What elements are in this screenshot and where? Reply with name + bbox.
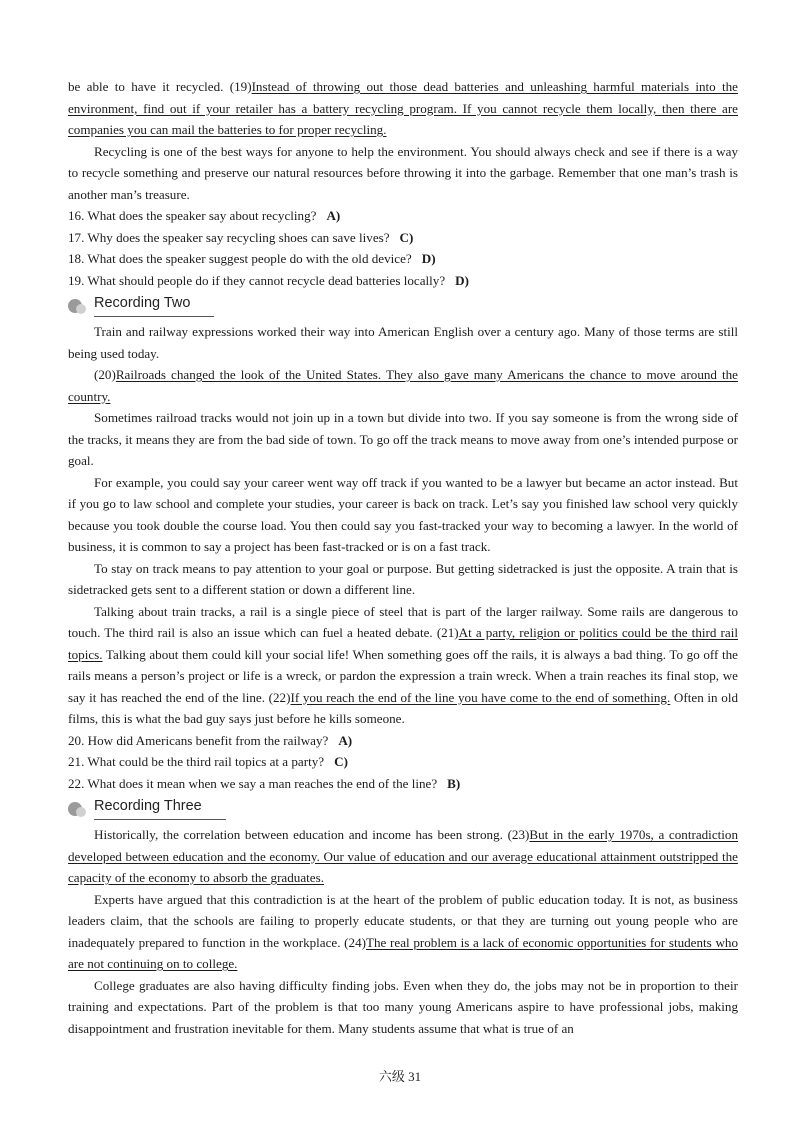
question-item: 16. What does the speaker say about recycling? A) (68, 208, 341, 223)
question-item: 21. What could be the third rail topics at a party? C) (68, 754, 348, 769)
paragraph: Train and railway expressions worked their way into American English over a century ago. Many of those terms are still being used today. (68, 324, 738, 361)
question-item: 17. Why does the speaker say recycling shoes can save lives? C) (68, 229, 414, 245)
underlined-answer-19: Instead of throwing out those dead batteries and unleashing harmful materials into the environment, find out if your retailer has a battery recycling program. If you cannot recycle them locally, then there are companies you can mail the batteries to for proper recycling. (68, 79, 738, 137)
answer: C) (399, 229, 414, 245)
question-list-2 (68, 730, 738, 795)
underlined-answer-22: If you reach the end of the line you have come to the end of something. (290, 689, 671, 705)
document-body (68, 76, 738, 1039)
answer: A) (338, 732, 353, 748)
paragraph: To stay on track means to pay attention to your goal or purpose. But getting sidetracked is just the opposite. A train that is sidetracked gets sent to a different station or down a different line. (68, 560, 738, 597)
section-title: Recording Two (94, 293, 214, 317)
section-bullet-icon (68, 799, 90, 817)
section-bullet-icon (68, 296, 90, 314)
text: be able to have it recycled. (19) (68, 79, 252, 94)
paragraph: Recycling is one of the best ways for anyone to help the environment. You should always check and see if there is a way to recycle something and preserve our natural resources before throwing it into the garbage. Remember that one man’s trash is another man’s treasure. (68, 143, 738, 202)
underlined-answer-23: But in the early 1970s, a contradiction developed between education and the economy. Our value of education and our average educational attainment outstripped the capacity of the economy to absorb the graduates. (68, 827, 738, 885)
underlined-answer-20: Railroads changed the look of the United States. They also gave many Americans the chance to move around the country. (68, 367, 738, 404)
answer: D) (455, 272, 469, 288)
paragraph: College graduates are also having difficulty finding jobs. Even when they do, the jobs may not be in proportion to their training and expectations. Part of the problem is that too many young Americans aspire to have professional jobs, making disappointment and frustration inevitable for them. Many students assume that what is true of an (68, 977, 738, 1036)
paragraph: Experts have argued that this contradiction is at the heart of the problem of public education today. It is not, as business leaders claim, that the schools are failing to properly educate students, or that they are turning out young people who are inadequately prepared to function in the workplace. (24)The real problem is a lack of economic opportunities for students who are not continuing on to college. (68, 891, 738, 971)
underlined-answer-21: At a party, religion or politics could be the third rail topics. (68, 625, 738, 662)
page-number: 六级 31 (378, 1069, 422, 1084)
paragraph: Talking about train tracks, a rail is a single piece of steel that is part of the larger railway. Some rails are dangerous to touch. The third rail is also an issue which can fuel a heated debate. (21)At a party, religion or politics could be the third rail topics. Talking about them could kill your social life! When something goes off the rails, it is always a bad thing. To go off the rails means a person’s project or life is a wreck, or pardon the expression a train wreck. When a train reaches its final stop, we say it has reached the end of the line. (22)If you reach the end of the line you have come to the end of something. Often in old films, this is what the bad guy says just before he kills someone. (68, 603, 738, 726)
paragraph: Sometimes railroad tracks would not join up in a town but divide into two. If you say someone is from the wrong side of the tracks, it means they are from the bad side of town. To go off the track means to move away from one’s intended purpose or goal. (68, 410, 738, 468)
paragraph: Historically, the correlation between education and income has been strong. (23)But in the early 1970s, a contradiction developed between education and the economy. Our value of education and our average educational attainment outstripped the capacity of the economy to absorb the graduates. (68, 827, 738, 885)
section-title: Recording Three (94, 796, 226, 820)
section-header-recording-two (68, 294, 738, 316)
answer: B) (447, 775, 461, 791)
answer: A) (326, 208, 341, 223)
question-item: 22. What does it mean when we say a man reaches the end of the line? B) (68, 775, 461, 791)
question-list-1 (68, 205, 738, 291)
paragraph: For example, you could say your career went way off track if you wanted to be a lawyer but became an actor instead. But if you go to law school and complete your studies, your career is back on track. Let’s say you finished law school very quickly because you took double the course load. You then could say you fast-tracked your way to becoming a lawyer. In the world of business, it is common to say a project has been fast-tracked or is on a fast track. (68, 474, 738, 554)
question-item: 18. What does the speaker suggest people do with the old device? D) (68, 251, 436, 266)
answer: D) (421, 251, 436, 266)
answer: C) (334, 754, 348, 769)
section-header-recording-three (68, 797, 738, 819)
paragraph: (20)Railroads changed the look of the United States. They also gave many Americans the chance to move around the country. (68, 367, 738, 404)
underlined-answer-24: The real problem is a lack of economic opportunities for students who are not continuing on to college. (68, 934, 738, 971)
paragraph-intro (68, 76, 738, 141)
question-item: 20. How did Americans benefit from the railway? A) (68, 732, 353, 748)
question-item: 19. What should people do if they cannot recycle dead batteries locally? D) (68, 272, 469, 288)
